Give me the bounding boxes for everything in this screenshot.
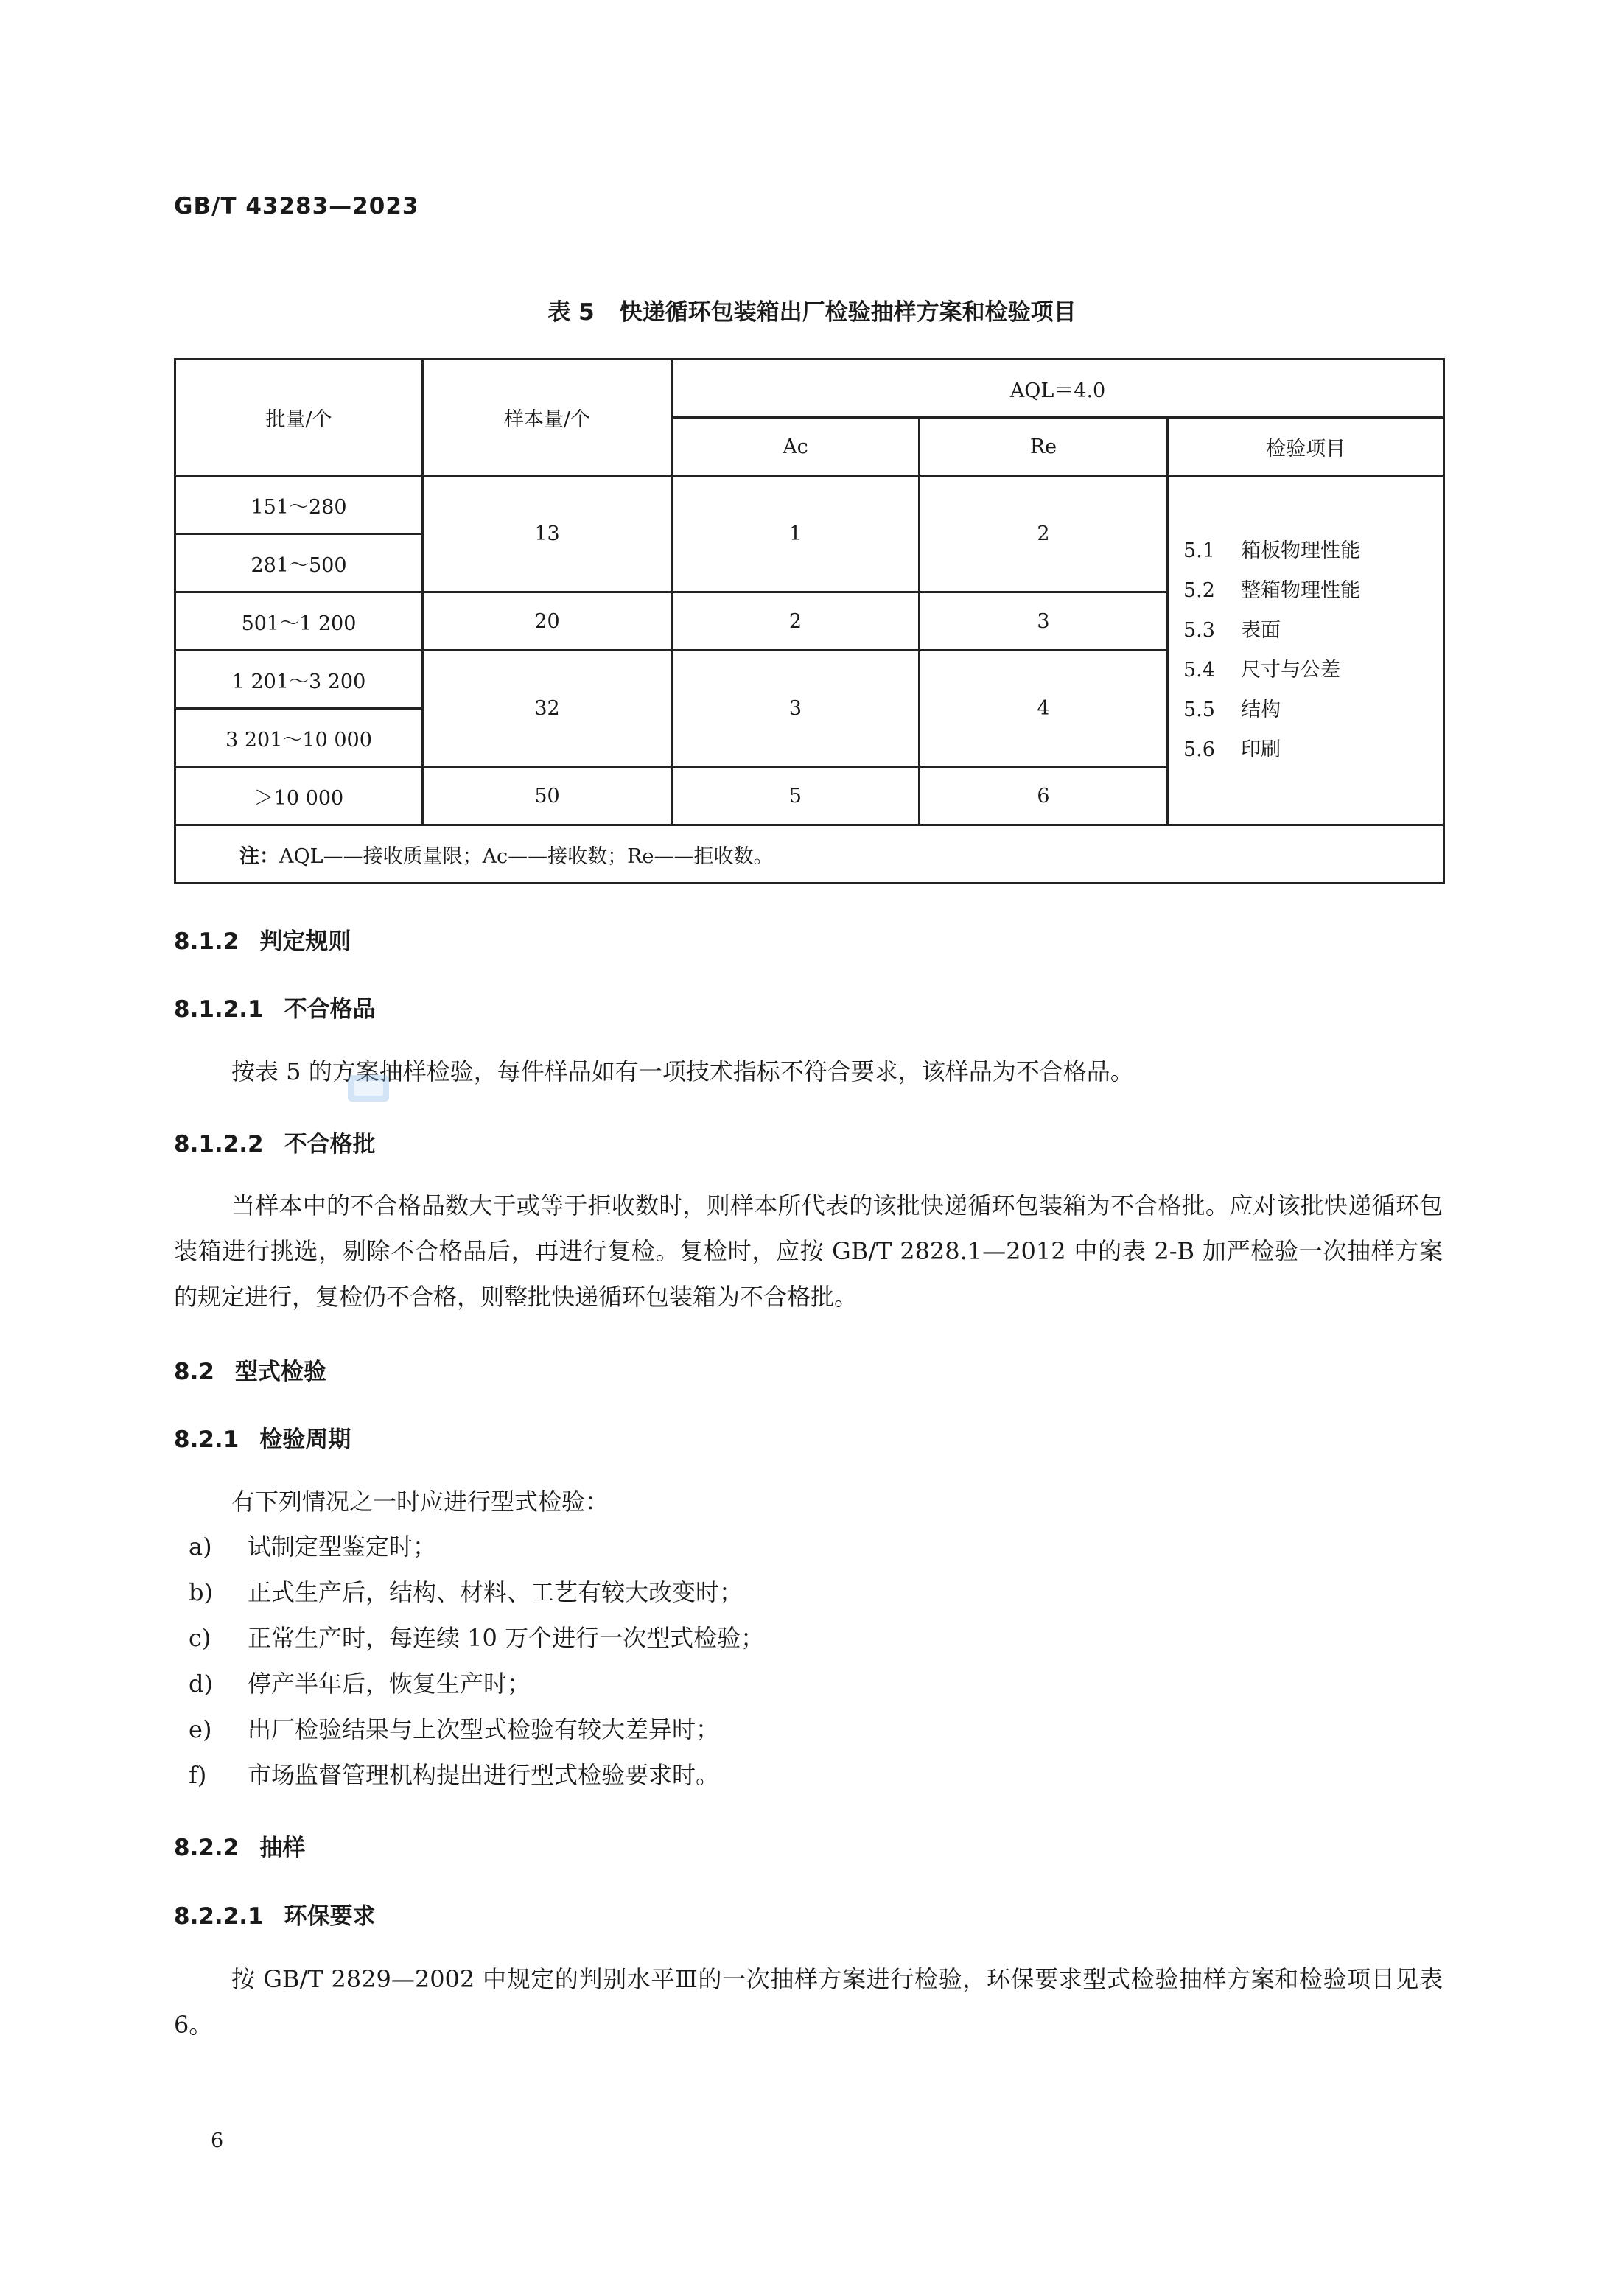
sample-cell: 32 — [423, 651, 672, 767]
list-item: d) 停产半年后，恢复生产时； — [189, 1670, 531, 1698]
list-item: f) 市场监督管理机构提出进行型式检验要求时。 — [189, 1761, 720, 1789]
batch-cell: 501～1 200 — [175, 592, 423, 651]
paragraph-8-1-2-1: 按表 5 的方案抽样检验，每件样品如有一项技术指标不符合要求，该样品为不合格品。 — [231, 1057, 1134, 1085]
re-cell: 2 — [920, 476, 1168, 592]
table-note: 注：AQL——接收质量限；Ac——接收数；Re——拒收数。 — [175, 825, 1444, 883]
list-item: a) 试制定型鉴定时； — [189, 1533, 437, 1561]
heading-8-1-2: 8.1.2 判定规则 — [174, 928, 351, 955]
header-batch: 批量/个 — [175, 360, 423, 476]
item-line: 5.4 尺寸与公差 — [1183, 658, 1340, 682]
batch-cell: 1 201～3 200 — [175, 651, 423, 709]
paragraph-8-1-2-2: 当样本中的不合格品数大于或等于拒收数时，则样本所代表的该批快递循环包装箱为不合格批。应对该批快递循环包装箱进行挑选，剔除不合格品后，再进行复检。复检时，应按 GB/T 2828.1—2012 中的表 2-B 加严检验一次抽样方案的规定进行，复检仍不合格，则整批快递循环包装箱为不合格批。 — [174, 1191, 1443, 1311]
table-note-row — [175, 825, 1444, 883]
header-re: Re — [920, 418, 1168, 476]
batch-cell: 151～280 — [175, 476, 423, 534]
sample-cell: 50 — [423, 767, 672, 825]
paragraph-8-2-2-1: 按 GB/T 2829—2002 中规定的判别水平Ⅲ的一次抽样方案进行检验，环保要求型式检验抽样方案和检验项目见表 6。 — [174, 1965, 1443, 2039]
sample-cell: 13 — [423, 476, 672, 592]
table-title-text: 快递循环包装箱出厂检验抽样方案和检验项目 — [619, 299, 1077, 326]
heading-8-2: 8.2 型式检验 — [174, 1359, 326, 1385]
header-items: 检验项目 — [1168, 418, 1444, 476]
re-cell: 4 — [920, 651, 1168, 767]
sampling-table — [174, 358, 1445, 884]
item-line: 5.3 表面 — [1183, 618, 1281, 642]
header-ac: Ac — [672, 418, 920, 476]
list-item: b) 正式生产后，结构、材料、工艺有较大改变时； — [189, 1578, 743, 1606]
list-item: e) 出厂检验结果与上次型式检验有较大差异时； — [189, 1715, 720, 1743]
item-line: 5.6 印刷 — [1183, 738, 1281, 761]
ac-cell: 2 — [672, 592, 920, 651]
table-row — [175, 476, 1444, 534]
list-item: c) 正常生产时，每连续 10 万个进行一次型式检验； — [189, 1624, 765, 1652]
standard-code: GB/T 43283—2023 — [174, 193, 419, 220]
table-number: 表 5 — [547, 299, 595, 326]
header-sample: 样本量/个 — [423, 360, 672, 476]
ac-cell: 1 — [672, 476, 920, 592]
batch-cell: ＞10 000 — [175, 767, 423, 825]
batch-cell: 281～500 — [175, 534, 423, 592]
item-line: 5.1 箱板物理性能 — [1183, 539, 1360, 562]
re-cell: 6 — [920, 767, 1168, 825]
item-line: 5.5 结构 — [1183, 698, 1281, 721]
ac-cell: 5 — [672, 767, 920, 825]
heading-8-2-1: 8.2.1 检验周期 — [174, 1426, 351, 1453]
batch-cell: 3 201～10 000 — [175, 709, 423, 767]
heading-8-2-2: 8.2.2 抽样 — [174, 1835, 306, 1861]
re-cell: 3 — [920, 592, 1168, 651]
paragraph-8-2-1: 有下列情况之一时应进行型式检验： — [231, 1488, 609, 1516]
heading-8-1-2-2: 8.1.2.2 不合格批 — [174, 1131, 376, 1158]
watermark-logo — [346, 1072, 391, 1105]
ac-cell: 3 — [672, 651, 920, 767]
item-line: 5.2 整箱物理性能 — [1183, 578, 1360, 602]
heading-8-1-2-1: 8.1.2.1 不合格品 — [174, 996, 376, 1023]
heading-8-2-2-1: 8.2.2.1 环保要求 — [174, 1903, 376, 1930]
sample-cell: 20 — [423, 592, 672, 651]
header-aql: AQL＝4.0 — [672, 360, 1444, 418]
table-title — [0, 293, 1624, 326]
page-number: 6 — [211, 2129, 224, 2152]
inspection-items-cell — [1168, 476, 1444, 825]
